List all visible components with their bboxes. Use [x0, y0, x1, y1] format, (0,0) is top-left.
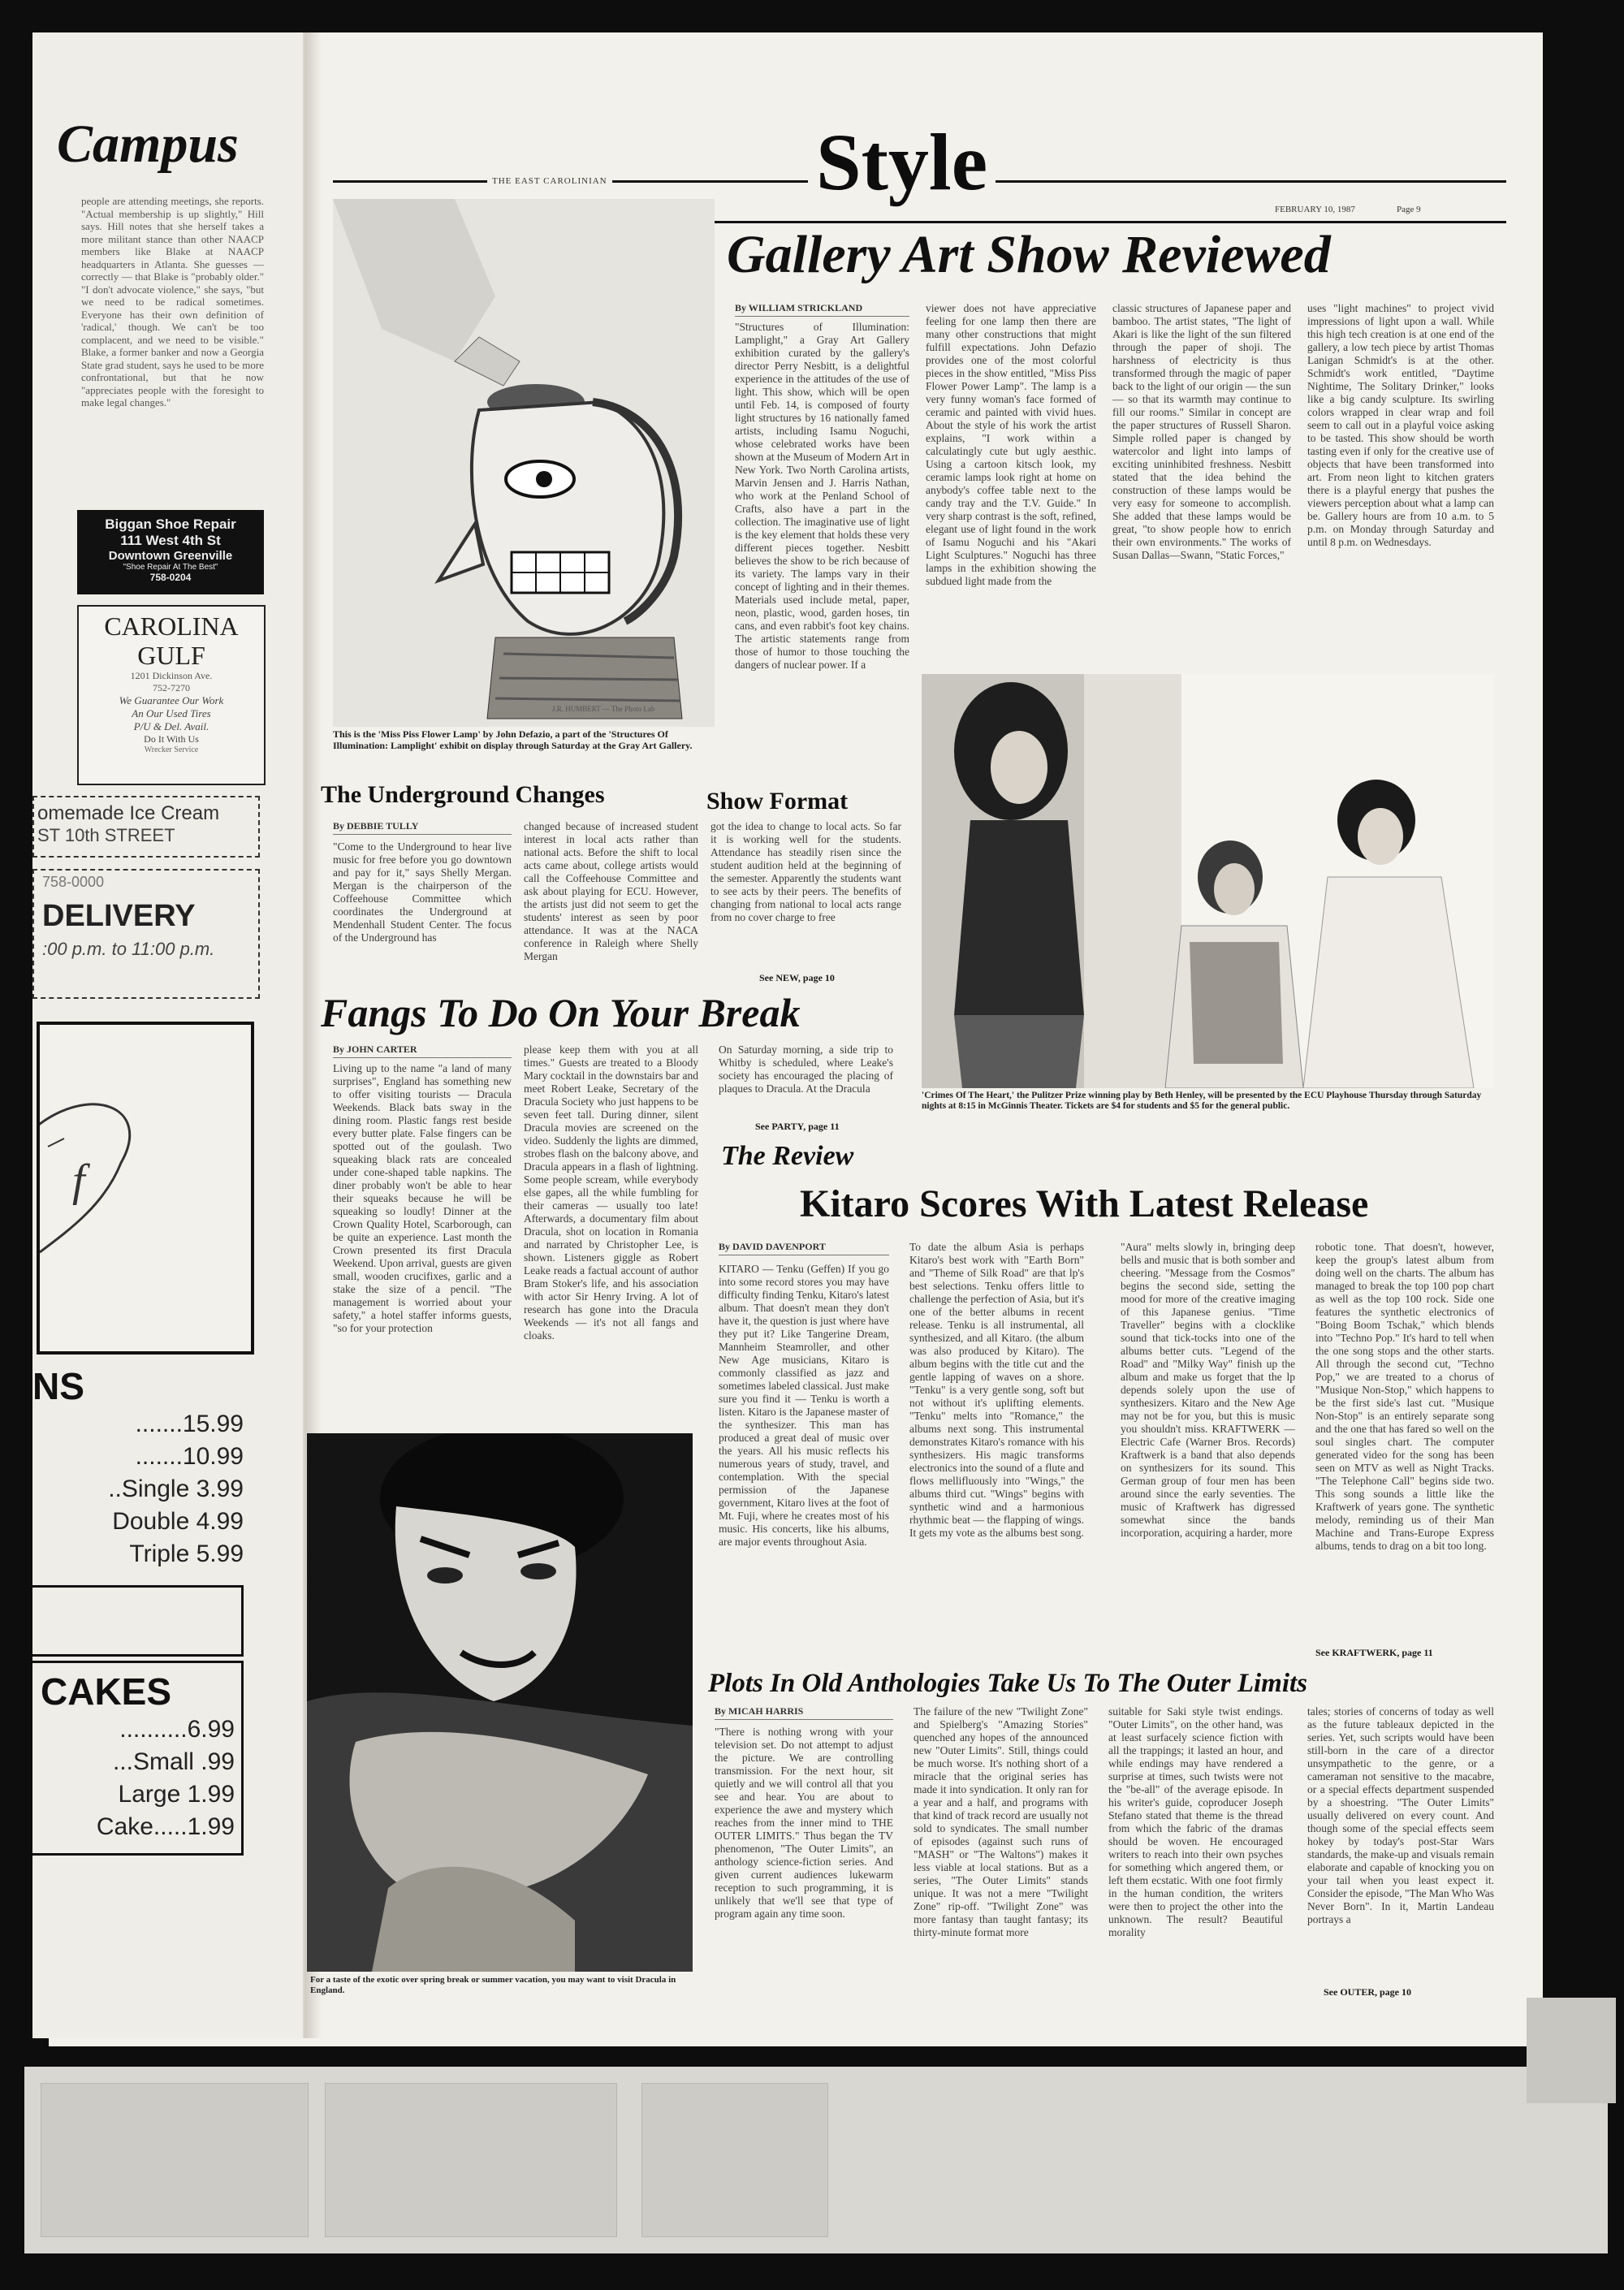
outer-jump: See OUTER, page 10 [1324, 1986, 1411, 1998]
underground-headline-left: The Underground Changes [321, 781, 605, 808]
outer-byline: By MICAH HARRIS [715, 1705, 893, 1720]
gulf-ad-line: An Our Used Tires [132, 707, 211, 719]
kitaro-byline: By DAVID DAVENPORT [719, 1241, 889, 1255]
shoe-ad-line: Biggan Shoe Repair [105, 516, 236, 532]
underground-column-2: changed because of increased student interest in local acts rather than national acts. Before the shift to local acts came about, college artists would call the Coffeehouse Committee and ask about playing for ECU. However, the artists just did not seem to get the students' interest as seen by poor attendance. It was at the NACA conference in Raleigh where Shelly Mergan [524, 820, 698, 962]
gulf-ad-line: P/U & Del. Avail. [133, 720, 209, 732]
kitaro-column-4: robotic tone. That doesn't, however, keep the group's latest album from doing well on the charts. The album has managed to break the top 100 pop chart as well as the top 100 rock. Side one features the synthetic electronics of "Boing Boom Tschak," which blends into "Techno Pop." It's hard to tell when the one song stops and the other starts. All through the second cut, "Techno Pop," we are treated to a chorus of "Musique Non-Stop," which happens to be the first side's last cut. "Musique Non-Stop" is an entirely separate song and the one that has fared so well on the soul singles chart. The computer generated video for the song has been seen on MTV as well as Night Tracks. "The Telephone Call" begins side two. This song sounds a little like the Kraftwerk of years gone. The synthetic melody, reminding us of their Man Machine and Trans-Europe Express albums, tends to drag on a bit too long. [1315, 1241, 1494, 1552]
outer-column-3: suitable for Saki style twist endings. "Outer Limits", on the other hand, was at least surfacely science fiction with all the trappings; it lasted an hour, and while endings may have rendered a surprise at times, such twists were not the "be-all" of the average episode. In his writer's guide, coproducer Joseph Stefano stated that theme is the thread from which the fabric of the dramas should be woven. He encouraged writers to reach into their own psyches for something which angered them, or left them ecstatic. With one foot firmly in the human condition, the writers were then to project the other into the unknown. The result? Beautiful morality [1108, 1705, 1283, 1938]
fangs-column-2: please keep them with you at all times." Guests are treated to a Bloody Mary cocktail in the downstairs bar and meet Robert Leake, Secretary of the Dracula Society who just happens to be seven feet tall. During dinner, silent Dracula movies are screened on the video. Suddenly the lights are dimmed, strobes flash on the balcony above, and Dracula appears in a flash of lightning. Some people scream, while everybody else gapes, all the while fumbling for their cameras — usually too late! Afterwards, a documentary film about Dracula, shot on location in Romania and narrated by Christopher Lee, is shown. Listeners giggle as Robert Leake reads a factual account of author Bram Stoker's life, and his association with actor Sir Henry Irving. A lot of research has gone into the Dracula Weekends — it's not all fangs and cloaks. [524, 1043, 698, 1342]
dracula-image [307, 1433, 693, 1972]
delivery-hours: :00 p.m. to 11:00 p.m. [42, 939, 215, 959]
gallery-column-4: uses "light machines" to project vivid impressions of light upon a wall. While this high tech creation is at one end of the gallery, a low tech piece by artist Thomas Lanigan Schmidt's is at the other. Schmidt's work entitled, "Daytime Nightime, The Solitary Drinker," looks like a big candy sculpture. Its swirling colors wrapped in clear wrap and foil seem to call out in a playful voice asking to be tasted. This show should be worth tasting even if only for the creative use of objects that have been transformed into art. From neon light to kitchen graters there is a playful energy that pushes the viewers perception about what a lamp can be. Gallery hours are from 10 a.m. to 5 p.m. on Monday through Saturday and until 8 p.m. on Wednesdays. [1307, 302, 1494, 548]
dracula-photo [307, 1433, 693, 1972]
gulf-ad-line: 1201 Dickinson Ave. [130, 670, 213, 681]
campus-text: people are attending meetings, she reports. "Actual membership is up slightly," Hill says. Hill notes that she herself takes a more militant stance than other NAACP members like Blake at NAACP headquarters in Atlanta. She guesses — correctly — that Blake is "probably older." "I don't advocate violence," she says, "but we need to be radical sometimes. Everyone has their own definition of 'radical,' though. We can't be too complacent, and we need to be visible." Blake, a former banker and now a Georgia State grad student, says he used to be more confrontational, but that he now "appreciates people with the foresight to make legal changes." [81, 195, 264, 408]
section-title: Style [808, 122, 996, 203]
lamp-photo-caption: This is the 'Miss Piss Flower Lamp' by John Defazio, a part of the 'Structures Of Illumination: Lamplight' exhibit on display through Saturday at the Gray Art Gallery. [333, 728, 693, 751]
ice-cream-line: ST 10th STREET [37, 825, 175, 845]
underground-column-1: "Come to the Underground to hear live music for free before you go downtown and pay for it," says Shelly Mergan. Mergan is the chairperson of the Coffeehouse Committee which coordinates the Underground at Mendenhall Student Center. The focus of the Underground has [333, 840, 512, 944]
scan-bottom-edge [24, 2067, 1608, 2253]
delivery-ad [32, 869, 260, 999]
delivery-phone: 758-0000 [42, 874, 105, 890]
carolina-gulf-ad [77, 605, 266, 785]
outer-column-2: The failure of the new "Twilight Zone" and Spielberg's "Amazing Stories" quenched any hopes of the announced new "Outer Limits". Still, things could be much worse. It's nothing short of a miracle that the original series has made it into syndication. It only ran for a year and a half, and programs with that kind of track record are usually not sold to syndicates. The small number of episodes (against such runs of "MASH" or "The Waltons") makes it less viable at local stations. But as a series, "The Outer Limits" stands unique. It was not a mere "Twilight Zone" rip-off. "Twilight Zone" was more fantasy than taught fantasy; its thirty-minute format more [914, 1705, 1088, 1938]
theater-actors-image [922, 674, 1494, 1088]
fangs-jump: See PARTY, page 11 [755, 1121, 840, 1132]
campus-title: Campus [57, 114, 239, 174]
fangs-byline: By JOHN CARTER [333, 1043, 512, 1058]
kitaro-column-3: "Aura" melts slowly in, bringing deep bells and music that is both somber and cheering. "Message from the Cosmos" begins the second side, setting the mood for more of the creative imaging of this Japanese genius. "Time Traveller" begins with a clocklike sound that tick-tocks into one of the albums better cuts. "Legend of the Road" and "Milky Way" finish up the album and make us forget that the lp depends solely upon the use of synthesizers. Kitaro and the New Age may not be for you, but this is music you shouldn't miss. KRAFTWERK — Electric Cafe (Warner Bros. Records) Kraftwerk is a band that also depends on synthesizers for its sound. This German group of four men has been around since the early seventies. The music of Kraftwerk has digressed somewhat since the bands incorporation, acquiring a harder, more [1121, 1241, 1295, 1539]
kitaro-column-2: To date the album Asia is perhaps Kitaro's best work with "Earth Born" and "Theme of Silk Road" are that lp's best selections. Tenku offers little to challenge the perfection of Asia, but it's one of the better albums in recent release. Tenku is all instrumental, all synthesized, and all Kitaro. (the album was also produced by Kitaro). The album begins with the title cut and the gentle lapping of waves on a shore. "Tenku" is a very gentle song, soft but not without it's uplifting elements. "Tenku" melts into "Romance," the albums next song. This instrumental demonstrates Kitaro's romance with his synthesizers. His magic transforms electronics into the sound of a flute and flows mellifluously into "Wings," the albums third cut. "Wings" begins with synthetic wind and a harmonious rhythmic beat — the flapping of wings. It gets my vote as the albums best song. [909, 1241, 1084, 1539]
crimes-of-the-heart-photo [922, 674, 1494, 1088]
fangs-headline: Fangs To Do On Your Break [321, 990, 801, 1035]
price-list-header: NS [32, 1365, 84, 1407]
outer-limits-headline: Plots In Old Anthologies Take Us To The Outer Limits [708, 1669, 1308, 1698]
kitaro-headline: Kitaro Scores With Latest Release [800, 1182, 1369, 1225]
price-list [32, 1364, 244, 1616]
gulf-ad-line: Do It With Us [144, 733, 199, 745]
cakes-list [32, 1661, 244, 1856]
heart-drawing [40, 1025, 251, 1350]
shoe-repair-ad [77, 510, 264, 594]
gallery-column-2: viewer does not have appreciative feeling for one lamp then there are many other constructions that might fulfill expectations. John Defazio provides one of the most colorful pieces in the show entitled, "Miss Piss Flower Power Lamp". The lamp is a very funny woman's face formed of ceramic and painted with vivid hues. About the style of his work the artist explains, "I work within a calculatingly cute but ugly aesthic. Using a cartoon kitsch look, my ceramic lamps look right at home on anybody's coffee table next to the candy tray and the T.V. Guide." In very sharp contrast is the soft, refined, elegant use of light found in the work of Isamu Noguchi and his "Akari Light Sculptures." Noguchi has three lamps in the exhibition showing the subdued light made from the [926, 302, 1096, 587]
gulf-ad-line: We Guarantee Our Work [119, 694, 224, 706]
underground-jump: See NEW, page 10 [759, 972, 835, 983]
cakes-header: CAKES [41, 1670, 172, 1713]
lamp-photo [333, 199, 715, 727]
photo-credit: J.R. HUMBERT — The Photo Lab [552, 705, 655, 713]
ice-cream-ad [32, 796, 260, 858]
underground-byline: By DEBBIE TULLY [333, 820, 512, 835]
gulf-ad-line: CAROLINA [104, 611, 239, 641]
fangs-column-1: Living up to the name "a land of many surprises", England has something new to offer visiting tourists — Dracula Weekends. Black bats sway in the dining room. Plastic fangs rest beside every butter plate. False fingers can be spotted out of the goulash. Two squeaking black rats are concealed under cone-shaped table napkins. The diner probably won't be able to hear their squeaks because he will be squeaking so loudly! Dinner at the Crown Quality Hotel, Scarborough, can be quite an experience. Last month the Crown presented its first Dracula Weekend. Upon arrival, guests are given small, wooden crucifixes, garlic and a stake the size of a pencil. "The management is worried about your safety," a hotel staffer informs guests, "so for your protection [333, 1062, 512, 1334]
kitaro-column-1: KITARO — Tenku (Geffen) If you go into some record stores you may have difficulty finding Tenku, Kitaro's latest album. That doesn't mean they don't have it, the question is just where have they put it? Like Tangerine Dream, Mannheim Steamroller, and other New Age musicians, Kitaro is commonly classified as jazz and sometimes labeled classical. Just make sure you find it — Tenku is worth a listen. Kitaro is the Japanese master of the synthesizer. This man has produced a great deal of music over the years. All his music reflects his numerous years of study, travel, and contemplation. With the special permission of the Japanese government, Kitaro lives at the foot of Mt. Fuji, where he creates most of his music. His concerts, like his albums, are major events throughout Asia. [719, 1263, 889, 1548]
cake-row: Large 1.99 [118, 1781, 235, 1808]
gulf-ad-line: GULF [137, 641, 205, 670]
cake-row: ...Small .99 [112, 1748, 235, 1775]
dracula-photo-caption: For a taste of the exotic over spring break or summer vacation, you may want to visit Dracula in England. [310, 1975, 676, 1995]
lamp-sculpture-image [333, 199, 715, 727]
cake-row: ..........6.99 [119, 1716, 235, 1743]
crimes-photo-caption: 'Crimes Of The Heart,' the Pulitzer Prize winning play by Beth Henley, will be presented by the ECU Playhouse Thursday through Saturday nights at 8:15 in McGinnis Theater. Tickets are $4 for students and $5 for the general public. [922, 1091, 1482, 1111]
gulf-ad-line: Wrecker Service [144, 745, 199, 754]
gallery-headline: Gallery Art Show Reviewed [727, 225, 1331, 284]
kitaro-jump: See KRAFTWERK, page 11 [1315, 1647, 1433, 1658]
gallery-column-1: "Structures of Illumination: Lamplight," a Gray Art Gallery exhibition curated by the gallery's director Perry Nesbitt, is a delightful experience in the attitudes of the use of light. This show, which will be open until Feb. 14, is composed of fourty light structures by 16 nationally famed artists, including Isamu Noguchi, whose celebrated works have been shown at the Museum of Modern Art in New York. Two North Carolina artists, Marvin Jensen and J. Harris Nathan, who work at the Penland School of Crafts, also have a part in the collection. The imaginative use of light is the key element that holds these very different pieces together. Nesbitt believes the show to be rich because of its variety. The lamps vary in their concept of lighting and in their themes. Materials used include metal, paper, neon, plastic, wood, garden hoses, tin cans, and even rabbit's foot key chains. The artistic statements range from those of humor to those touching the dangers of nuclear power. If a [735, 321, 909, 671]
underground-headline-right: Show Format [706, 788, 849, 814]
page-number: Page 9 [1397, 205, 1421, 214]
gallery-column-3: classic structures of Japanese paper and bamboo. The artist states, "The light of Akari is like the light of the sun filtered through the paper of shoji. The harshness of electricity is thus transformed through the magic of paper back to the light of our origin — the sun — so that its warmth may continue to fill our rooms." Similar in concept are the paper structures of Russell Sharon. Simple rolled paper is changed by watercolor and light into lamps of exciting uninhibited freshness. Nesbitt stated that the idea behind the construction of these lamps would be very easy for someone to accomplish. She added that these lamps would be great, "to show people how to enrich their own environments." The works of Susan Dallas—Swann, "Static Forces," [1112, 302, 1291, 561]
price-row: .......10.99 [135, 1443, 244, 1470]
issue-date: FEBRUARY 10, 1987 [1275, 205, 1355, 214]
shoe-ad-line: "Shoe Repair At The Best" [123, 563, 218, 572]
ice-cream-line: omemade Ice Cream [37, 802, 220, 824]
blank-ad-box [32, 1585, 244, 1657]
shoe-ad-line: 758-0204 [149, 572, 192, 583]
svg-text:f: f [72, 1156, 85, 1206]
tape-strip [1527, 1998, 1616, 2103]
review-kicker: The Review [721, 1141, 854, 1171]
shoe-ad-line: Downtown Greenville [108, 549, 233, 563]
underground-column-3: got the idea to change to local acts. So far it is working well for the students. Attendance has steadily risen since the student audition held at the beginning of the semester. Apparently the students want to see acts by their peers. The benefits of changing from national to local acts range from no cover charge to free [710, 820, 901, 923]
price-row: ..Single 3.99 [108, 1476, 244, 1502]
heart-ad [37, 1022, 254, 1355]
price-row: .......15.99 [135, 1411, 244, 1437]
outer-column-1: "There is nothing wrong with your television set. Do not attempt to adjust the picture. We are controlling transmission. For the next hour, sit quietly and we will control all that you see and hear. You are about to experience the awe and mystery which reaches from the inner mind to THE OUTER LIMITS." Thus began the TV phenomenon, "The Outer Limits", an anthology science-fiction series. And given current audiences lukewarm reception to such programming, it is unlikely that we'll see that type of program again any time soon. [715, 1726, 893, 1920]
outer-column-4: tales; stories of concerns of today as well as the future tableaux depicted in the series. Yet, such scripts would have been still-born in the care of a director unsympathetic to the genre, or a cameraman not sensitive to the macabre, or a special effects department suspended by a shoestring. "The Outer Limits" usually delivered on every count. And though some of the special effects seem hokey by today's post-Star Wars standards, the make-up and visuals remain elaborate and capable of knocking you on your tail when you least expect it. Consider the episode, "The Man Who Was Never Born". In it, Martin Landeau portrays a [1307, 1705, 1494, 1925]
price-row: Double 4.99 [112, 1508, 244, 1535]
shoe-ad-line: 111 West 4th St [120, 533, 221, 548]
paper-name: THE EAST CAROLINIAN [487, 176, 612, 186]
delivery-label: DELIVERY [42, 899, 196, 933]
cake-row: Cake.....1.99 [96, 1813, 235, 1840]
gallery-byline: By WILLIAM STRICKLAND [735, 302, 909, 317]
fangs-column-3: On Saturday morning, a side trip to Whitby is scheduled, where Leake's society has encouraged the placing of plaques to Dracula. At the Dracula [719, 1043, 893, 1095]
gulf-ad-line: 752-7270 [153, 682, 190, 693]
price-row: Triple 5.99 [129, 1540, 244, 1567]
